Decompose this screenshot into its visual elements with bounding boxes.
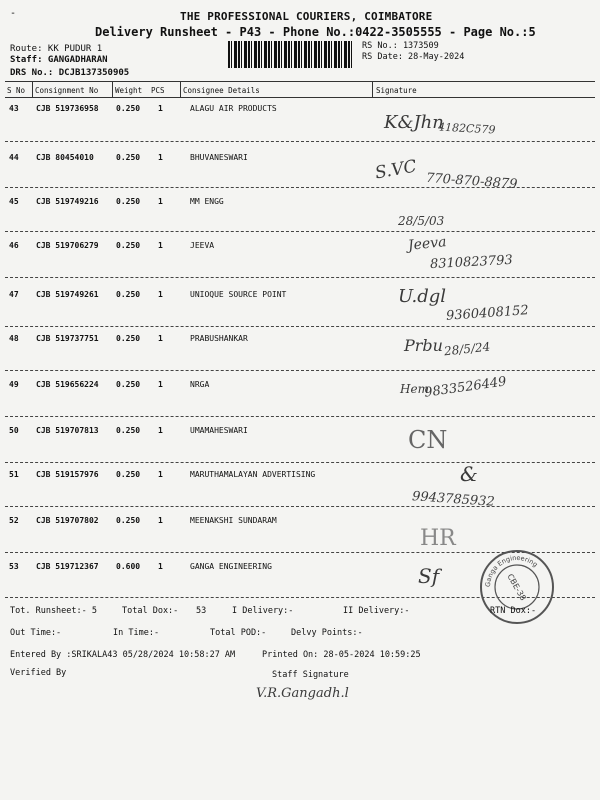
row-consignee: BHUVANESWARI (190, 153, 248, 162)
row-consignee: MEENAKSHI SUNDARAM (190, 516, 277, 525)
row-sno: 49 (9, 380, 19, 389)
row-weight: 0.250 (116, 153, 141, 162)
handwritten-phone-46: 8310823793 (429, 252, 514, 273)
row-consignee: UMAMAHESWARI (190, 426, 248, 435)
table-top-rule (5, 81, 595, 82)
row-pcs: 1 (158, 380, 163, 389)
total-pod: Total POD:- (210, 628, 267, 638)
signature-initials-49: Hem (400, 382, 429, 396)
row-pcs: 1 (158, 241, 163, 250)
ii-delivery: II Delivery:- (343, 606, 410, 616)
handwritten-initials-44: S.VC (373, 156, 419, 184)
printed-on: Printed On: 28-05-2024 10:59:25 (262, 650, 421, 660)
row-sno: 47 (9, 290, 19, 299)
row-consignment: CJB 519157976 (36, 470, 99, 479)
row-pcs: 1 (158, 153, 163, 162)
col-header-signature: Signature (376, 86, 417, 95)
row-pcs: 1 (158, 334, 163, 343)
total-dox-value: 53 (196, 606, 207, 616)
row-consignee: GANGA ENGINEERING (190, 562, 272, 571)
handwritten-mark-52: HR (420, 526, 456, 551)
row-pcs: 1 (158, 470, 163, 479)
row-sno: 45 (9, 197, 19, 206)
out-time: Out Time:- (10, 628, 62, 638)
row-consignment: CJB 519736958 (36, 104, 99, 113)
row-pcs: 1 (158, 104, 163, 113)
row-divider (5, 462, 595, 463)
row-weight: 0.250 (116, 380, 141, 389)
row-weight: 0.250 (116, 470, 141, 479)
staff-signature-label: Staff Signature (272, 670, 349, 680)
total-dox-label: Total Dox:- (122, 606, 179, 616)
company-title: THE PROFESSIONAL COURIERS, COIMBATORE (180, 10, 433, 23)
delvy-points: Delvy Points:- (291, 628, 363, 638)
row-divider (5, 416, 595, 417)
row-pcs: 1 (158, 562, 163, 571)
row-divider (5, 370, 595, 371)
tot-runsheet: Tot. Runsheet:- 5 (10, 606, 97, 616)
handwritten-date-48: 28/5/24 (443, 339, 491, 359)
row-consignment: CJB 80454010 (36, 153, 94, 162)
signature-scribble-53: Sf (418, 564, 440, 588)
row-sno: 51 (9, 470, 19, 479)
handwritten-phone-49: 9833526449 (423, 374, 508, 401)
col-divider (32, 82, 33, 98)
i-delivery: I Delivery:- (232, 606, 294, 616)
row-consignee: UNIOQUE SOURCE POINT (190, 290, 287, 299)
row-consignee: JEEVA (190, 241, 215, 250)
row-sno: 52 (9, 516, 19, 525)
row-pcs: 1 (158, 290, 163, 299)
barcode (228, 41, 352, 68)
stamp-center-text: CBE-38 (505, 572, 528, 603)
handwritten-name-46: Jeeva (407, 234, 448, 254)
row-weight: 0.250 (116, 290, 141, 299)
signature-initials-48: Prbu (404, 336, 443, 355)
handwritten-phone-51: 9943785932 (411, 489, 496, 510)
row-consignee: MM ENGG (190, 197, 224, 206)
rtn-dox: RTN Dox:- (490, 606, 537, 616)
col-header-sno: S No (7, 86, 26, 95)
row-divider (5, 141, 595, 142)
row-weight: 0.600 (116, 562, 141, 571)
row-weight: 0.250 (116, 516, 141, 525)
row-weight: 0.250 (116, 334, 141, 343)
route-label: Route: KK PUDUR 1 (10, 44, 103, 54)
row-pcs: 1 (158, 516, 163, 525)
row-sno: 43 (9, 104, 19, 113)
row-consignment: CJB 519712367 (36, 562, 99, 571)
row-divider (5, 326, 595, 327)
rs-number: RS No.: 1373509 (362, 41, 439, 51)
col-header-consignee: Consignee Details (183, 86, 260, 95)
col-divider (112, 82, 113, 98)
handwritten-phone-44: 770-870-8879 (425, 170, 518, 193)
handwritten-mark-50: CN (408, 426, 448, 454)
row-consignment: CJB 519707813 (36, 426, 99, 435)
row-sno: 44 (9, 153, 19, 162)
col-header-consignment: Consignment No (35, 86, 99, 95)
row-weight: 0.250 (116, 104, 141, 113)
handwritten-date-45: 28/5/03 (398, 214, 445, 228)
row-consignment: CJB 519707802 (36, 516, 99, 525)
signature-scribble-51: & (460, 462, 478, 486)
signature-initials-43: K&Jhn (384, 112, 444, 133)
row-weight: 0.250 (116, 197, 141, 206)
col-header-weight: Weight (115, 86, 143, 95)
row-consignment: CJB 519737751 (36, 334, 99, 343)
row-consignment: CJB 519749261 (36, 290, 99, 299)
col-divider (372, 82, 373, 98)
col-divider (180, 82, 181, 98)
table-header-rule (5, 97, 595, 98)
row-sno: 50 (9, 426, 19, 435)
row-divider (5, 277, 595, 278)
col-header-pcs: PCS (151, 86, 165, 95)
signature-initials-47: U.dgl (398, 286, 447, 307)
row-weight: 0.250 (116, 241, 141, 250)
row-sno: 48 (9, 334, 19, 343)
entered-by: Entered By :SRIKALA43 05/28/2024 10:58:27 AM (10, 650, 236, 660)
row-pcs: 1 (158, 426, 163, 435)
runsheet-subtitle: Delivery Runsheet - P43 - Phone No.:0422-3505555 - Page No.:5 (95, 25, 536, 39)
verified-by: Verified By (10, 668, 67, 678)
handwritten-phone-43: 4182C579 (437, 120, 496, 137)
row-consignee: NRGA (190, 380, 210, 389)
row-consignment: CJB 519706279 (36, 241, 99, 250)
row-consignee: MARUTHAMALAYAN ADVERTISING (190, 470, 316, 479)
row-pcs: 1 (158, 197, 163, 206)
handwritten-phone-47: 9360408152 (445, 303, 530, 324)
drs-number: DRS No.: DCJB137350905 (10, 68, 130, 78)
corner-mark: - (10, 8, 17, 19)
row-consignee: ALAGU AIR PRODUCTS (190, 104, 277, 113)
row-divider (5, 231, 595, 232)
row-consignment: CJB 519656224 (36, 380, 99, 389)
row-consignment: CJB 519749216 (36, 197, 99, 206)
in-time: In Time:- (113, 628, 160, 638)
staff-label: Staff: GANGADHARAN (10, 55, 108, 65)
row-divider (5, 506, 595, 507)
staff-signature: V.R.Gangadh.l (256, 686, 349, 701)
rs-date: RS Date: 28-May-2024 (362, 52, 465, 62)
row-weight: 0.250 (116, 426, 141, 435)
row-sno: 46 (9, 241, 19, 250)
row-sno: 53 (9, 562, 19, 571)
row-consignee: PRABUSHANKAR (190, 334, 248, 343)
stamp-outer-text: Ganga Engineering (483, 553, 540, 588)
